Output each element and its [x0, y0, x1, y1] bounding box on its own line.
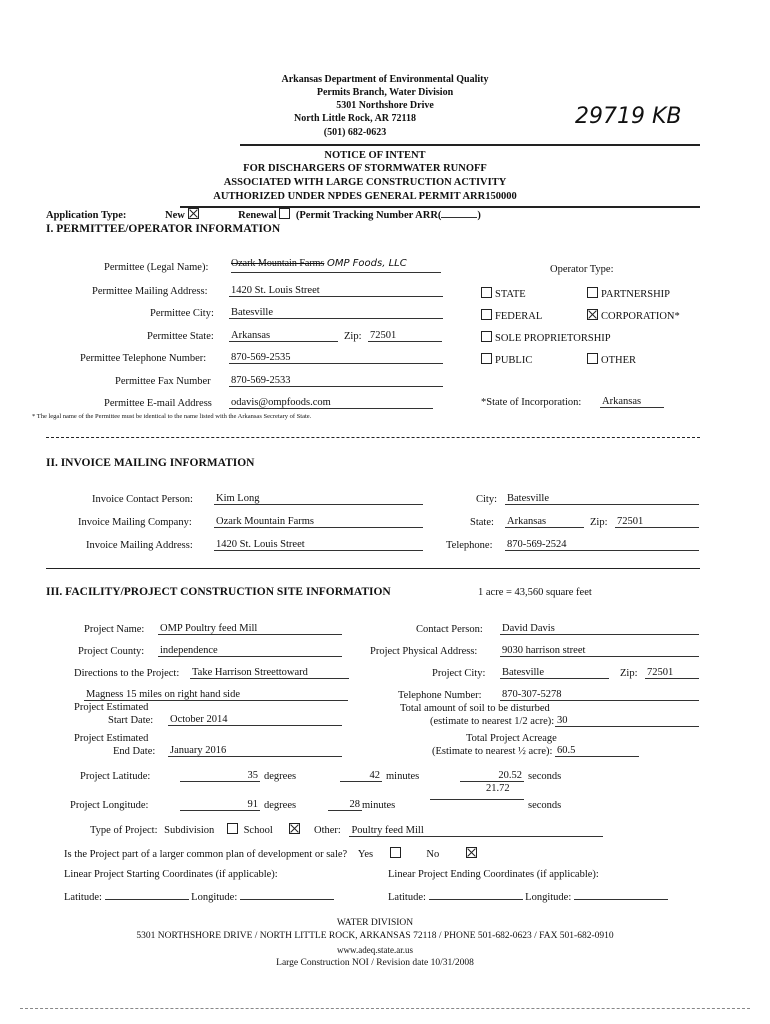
- application-type-row: [46, 208, 481, 221]
- agency-name: Arkansas Department of Environmental Quality: [281, 74, 489, 85]
- acreage-label-2: (Estimate to nearest ½ acre):: [432, 746, 553, 757]
- linear-start-longitude-field[interactable]: [240, 899, 334, 900]
- soil-disturbed-field[interactable]: 30: [555, 715, 699, 727]
- end-date-label-1: Project Estimated: [74, 733, 149, 744]
- operator-type-other[interactable]: [587, 353, 636, 366]
- invoice-state-label: State:: [470, 517, 494, 528]
- new-checkbox[interactable]: [188, 208, 199, 219]
- acreage-label-1: Total Project Acreage: [466, 733, 557, 744]
- project-county-label: Project County:: [78, 646, 145, 657]
- section-2-heading: II. INVOICE MAILING INFORMATION: [46, 457, 255, 469]
- permittee-name-handwritten: OMP Foods, LLC: [326, 258, 407, 269]
- mailing-address-field[interactable]: 1420 St. Louis Street: [229, 285, 443, 297]
- linear-end-label: Linear Project Ending Coordinates (if applicable):: [388, 869, 599, 880]
- operator-type-label: Operator Type:: [550, 264, 614, 275]
- operator-type-corporation-label: CORPORATION*: [601, 311, 680, 322]
- permittee-name-struck: Ozark Mountain Farms: [231, 258, 325, 269]
- project-city-label: Project City:: [432, 668, 486, 679]
- start-date-label-1: Project Estimated: [74, 702, 149, 713]
- directions-label: Directions to the Project:: [74, 668, 180, 679]
- site-phone-label: Telephone Number:: [398, 690, 482, 701]
- invoice-phone-label: Telephone:: [446, 540, 493, 551]
- invoice-zip-label: Zip:: [590, 517, 608, 528]
- yes-label: Yes: [357, 849, 374, 860]
- linear-end-latitude-label: Latitude:: [388, 892, 426, 903]
- tracking-number-field[interactable]: [441, 217, 477, 218]
- permittee-state-field[interactable]: Arkansas: [229, 330, 338, 342]
- operator-type-federal[interactable]: [481, 309, 542, 322]
- project-county-field[interactable]: independence: [158, 645, 342, 657]
- operator-type-state-label: STATE: [495, 289, 526, 300]
- invoice-address-label: Invoice Mailing Address:: [86, 540, 193, 551]
- project-city-field[interactable]: Batesville: [500, 667, 609, 679]
- permittee-fax-field[interactable]: 870-569-2533: [229, 375, 443, 387]
- school-label: School: [243, 825, 273, 836]
- sole-proprietorship-checkbox[interactable]: [481, 331, 492, 342]
- corporation-checkbox[interactable]: [587, 309, 598, 320]
- project-zip-label: Zip:: [620, 668, 638, 679]
- operator-type-public-label: PUBLIC: [495, 355, 533, 366]
- soil-disturbed-label-2: (estimate to nearest 1/2 acre):: [430, 716, 555, 727]
- latitude-label: Project Latitude:: [80, 771, 151, 782]
- project-zip-field[interactable]: 72501: [645, 667, 699, 679]
- permittee-state-label: Permittee State:: [147, 331, 214, 342]
- bottom-scan-edge: [20, 1008, 750, 1009]
- incorporation-field[interactable]: Arkansas: [600, 396, 664, 408]
- operator-type-state[interactable]: [481, 287, 526, 300]
- handwritten-tracking-id: 29719 KB: [575, 104, 682, 129]
- renewal-label: Renewal: [238, 210, 277, 221]
- linear-end-longitude-label: Longitude:: [525, 892, 572, 903]
- acreage-field[interactable]: 60.5: [555, 745, 639, 757]
- operator-type-sole[interactable]: [481, 331, 611, 344]
- latitude-degrees-field[interactable]: 35: [180, 770, 260, 782]
- operator-type-partnership[interactable]: [587, 287, 670, 300]
- divider: [240, 144, 700, 146]
- project-name-field[interactable]: OMP Poultry feed Mill: [158, 623, 342, 635]
- application-type-label: Application Type:: [46, 210, 127, 221]
- section-1-heading: I. PERMITTEE/OPERATOR INFORMATION: [46, 223, 281, 235]
- invoice-contact-field[interactable]: Kim Long: [214, 493, 423, 505]
- no-checkbox[interactable]: [466, 847, 477, 858]
- linear-start-latitude-field[interactable]: [105, 899, 189, 900]
- longitude-seconds-field[interactable]: [430, 799, 524, 800]
- linear-start-latitude-label: Latitude:: [64, 892, 102, 903]
- latitude-seconds-field[interactable]: 20.52: [460, 770, 524, 782]
- footer-division: WATER DIVISION: [336, 918, 414, 928]
- start-date-label-2: Start Date:: [108, 715, 154, 726]
- lon-minutes-label: minutes: [362, 800, 396, 811]
- operator-type-federal-label: FEDERAL: [495, 311, 543, 322]
- permittee-zip-label: Zip:: [344, 331, 362, 342]
- permittee-city-field[interactable]: Batesville: [229, 307, 443, 319]
- new-label: New: [165, 210, 185, 221]
- federal-checkbox[interactable]: [481, 309, 492, 320]
- linear-start-longitude-label: Longitude:: [191, 892, 238, 903]
- linear-end-coords: [388, 892, 668, 903]
- partnership-checkbox[interactable]: [587, 287, 598, 298]
- agency-city: North Little Rock, AR 72118: [294, 113, 416, 124]
- project-name-label: Project Name:: [84, 624, 145, 635]
- permittee-name-label: Permittee (Legal Name):: [104, 262, 209, 273]
- operator-type-partnership-label: PARTNERSHIP: [601, 289, 671, 300]
- permittee-email-field[interactable]: odavis@ompfoods.com: [229, 397, 433, 409]
- site-phone-field[interactable]: 870-307-5278: [500, 689, 699, 701]
- linear-start-label: Linear Project Starting Coordinates (if applicable):: [64, 869, 278, 880]
- longitude-label: Project Longitude:: [70, 800, 149, 811]
- subdivision-checkbox[interactable]: [227, 823, 238, 834]
- permittee-fax-label: Permittee Fax Number: [115, 376, 211, 387]
- other-type-label: Other:: [313, 825, 341, 836]
- invoice-city-label: City:: [476, 494, 498, 505]
- footer-revision: Large Construction NOI / Revision date 10/31/2008: [276, 958, 474, 968]
- invoice-city-field[interactable]: Batesville: [505, 493, 699, 505]
- start-date-field[interactable]: October 2014: [168, 714, 342, 726]
- permittee-phone-label: Permittee Telephone Number:: [80, 353, 207, 364]
- other-checkbox[interactable]: [587, 353, 598, 364]
- agency-phone: (501) 682-0623: [323, 127, 387, 138]
- operator-type-sole-label: SOLE PROPRIETORSHIP: [495, 333, 611, 344]
- directions-field-2[interactable]: Magness 15 miles on right hand side: [84, 689, 348, 701]
- tracking-close: ): [477, 210, 481, 221]
- invoice-zip-field[interactable]: 72501: [615, 516, 699, 528]
- site-contact-field[interactable]: David Davis: [500, 623, 699, 635]
- title-line-1: NOTICE OF INTENT: [324, 150, 426, 161]
- other-type-checkbox[interactable]: [289, 823, 300, 834]
- lon-seconds-label: seconds: [528, 800, 562, 811]
- permittee-phone-field[interactable]: 870-569-2535: [229, 352, 443, 364]
- title-line-3: ASSOCIATED WITH LARGE CONSTRUCTION ACTIVITY: [223, 177, 507, 188]
- title-line-4: AUTHORIZED UNDER NPDES GENERAL PERMIT ARR150000: [213, 191, 517, 202]
- end-date-field[interactable]: January 2016: [168, 745, 342, 757]
- larger-plan-label: Is the Project part of a larger common plan of development or sale?: [64, 849, 348, 860]
- operator-type-corporation[interactable]: [587, 309, 680, 322]
- agency-street: 5301 Northshore Drive: [336, 100, 434, 111]
- legal-name-footnote: * The legal name of the Permittee must be identical to the name listed with the Arkansas Secretary of State.: [32, 413, 312, 420]
- permittee-city-label: Permittee City:: [150, 308, 214, 319]
- lat-degrees-label: degrees: [264, 771, 297, 782]
- lat-minutes-label: minutes: [386, 771, 420, 782]
- invoice-phone-field[interactable]: 870-569-2524: [505, 539, 699, 551]
- invoice-contact-label: Invoice Contact Person:: [92, 494, 193, 505]
- invoice-company-label: Invoice Mailing Company:: [78, 517, 192, 528]
- title-line-2: FOR DISCHARGERS OF STORMWATER RUNOFF: [243, 163, 487, 174]
- linear-start-coords: [64, 892, 334, 903]
- longitude-minutes-field[interactable]: 28: [328, 799, 362, 811]
- mailing-address-label: Permittee Mailing Address:: [92, 286, 208, 297]
- subdivision-label: Subdivision: [164, 825, 215, 836]
- permittee-email-label: Permittee E-mail Address: [104, 398, 212, 409]
- renewal-checkbox[interactable]: [279, 208, 290, 219]
- physical-address-field[interactable]: 9030 harrison street: [500, 645, 699, 657]
- operator-type-other-label: OTHER: [601, 355, 636, 366]
- public-checkbox[interactable]: [481, 353, 492, 364]
- linear-end-latitude-field[interactable]: [429, 899, 523, 900]
- invoice-state-field[interactable]: Arkansas: [505, 516, 584, 528]
- branch-name: Permits Branch, Water Division: [316, 87, 454, 98]
- yes-checkbox[interactable]: [390, 847, 401, 858]
- footer-address: 5301 NORTHSHORE DRIVE / NORTH LITTLE ROCK, ARKANSAS 72118 / PHONE 501-682-0623 / FAX 501-682-0910: [136, 931, 614, 941]
- project-type-label: Type of Project:: [90, 825, 158, 836]
- lon-degrees-label: degrees: [264, 800, 297, 811]
- project-type-row: [90, 823, 603, 837]
- latitude-minutes-field[interactable]: 42: [340, 770, 382, 782]
- no-label: No: [426, 849, 440, 860]
- physical-address-label: Project Physical Address:: [370, 646, 478, 657]
- longitude-degrees-field[interactable]: 91: [180, 799, 260, 811]
- tracking-label: (Permit Tracking Number ARR(: [295, 210, 442, 221]
- state-checkbox[interactable]: [481, 287, 492, 298]
- invoice-address-field[interactable]: 1420 St. Louis Street: [214, 539, 423, 551]
- directions-field-1[interactable]: Take Harrison Streettoward: [190, 667, 349, 679]
- acre-note: 1 acre = 43,560 square feet: [478, 587, 592, 598]
- other-type-field[interactable]: Poultry feed Mill: [349, 825, 603, 837]
- site-contact-label: Contact Person:: [416, 624, 483, 635]
- operator-type-public[interactable]: [481, 353, 532, 366]
- section-3-heading: III. FACILITY/PROJECT CONSTRUCTION SITE INFORMATION: [46, 586, 391, 598]
- soil-disturbed-label-1: Total amount of soil to be disturbed: [400, 703, 550, 714]
- latitude-seconds-alt: 21.72: [486, 783, 510, 794]
- lat-seconds-label: seconds: [528, 771, 562, 782]
- footer-web: www.adeq.state.ar.us: [337, 945, 413, 955]
- larger-plan-row: [64, 847, 480, 860]
- linear-end-longitude-field[interactable]: [574, 899, 668, 900]
- divider: [46, 568, 700, 569]
- end-date-label-2: End Date:: [113, 746, 156, 757]
- permittee-name-field[interactable]: [231, 258, 441, 273]
- invoice-company-field[interactable]: Ozark Mountain Farms: [214, 516, 423, 528]
- permittee-zip-field[interactable]: 72501: [368, 330, 442, 342]
- divider: [46, 437, 700, 438]
- incorporation-label: *State of Incorporation:: [481, 397, 582, 408]
